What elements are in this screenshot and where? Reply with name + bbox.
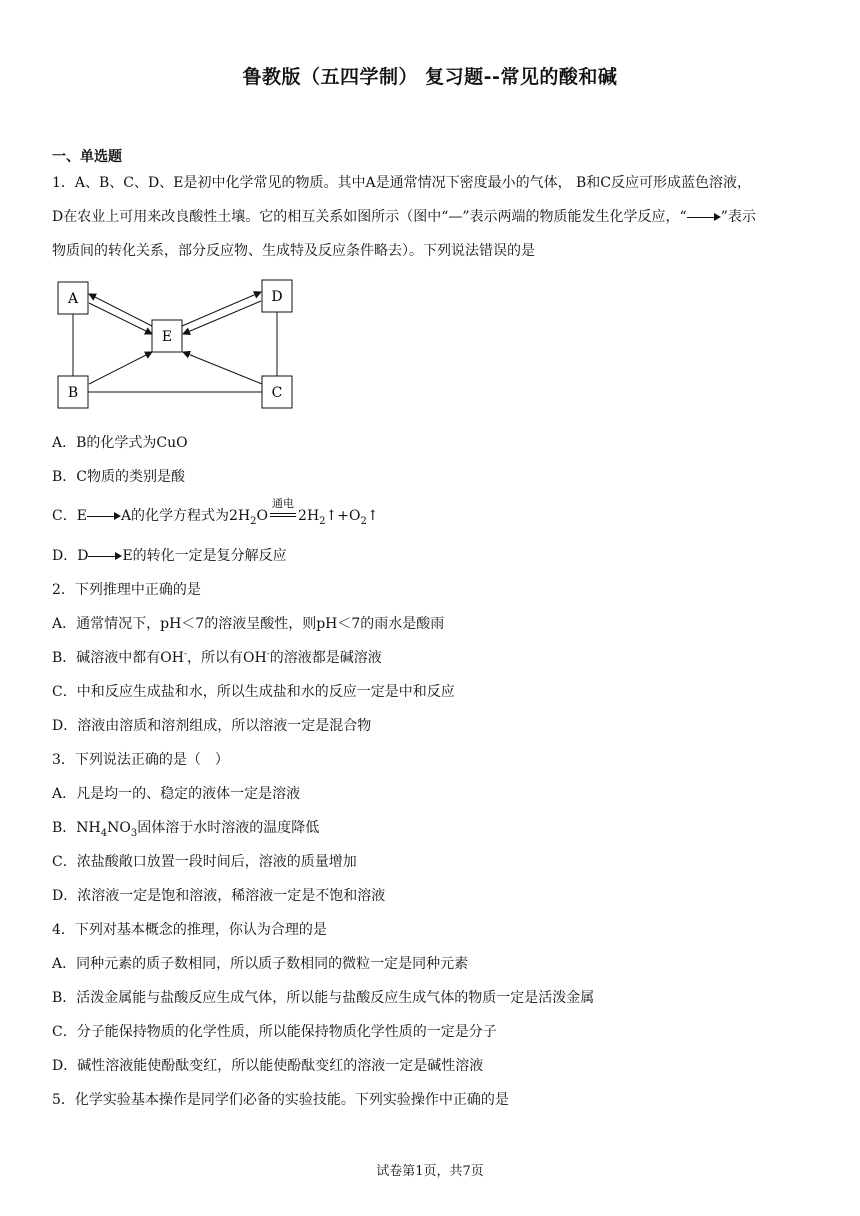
- arrow-e-to-a: [89, 294, 152, 326]
- q1-stem-line3: 物质间的转化关系，部分反应物、生成特及反应条件略去）。下列说法错误的是: [52, 243, 535, 259]
- node-e-label: E: [161, 329, 173, 345]
- q2-stem: 2．下列推理中正确的是: [52, 582, 201, 598]
- reaction-condition-sign: 通电: [268, 509, 298, 523]
- q3-option-a: A．凡是均一的、稳定的液体一定是溶液: [52, 786, 301, 802]
- q4-option-a: A．同种元素的质子数相同，所以质子数相同的微粒一定是同种元素: [52, 956, 469, 972]
- arrow-c-to-e: [183, 352, 262, 384]
- q1-stem-line2: D在农业上可用来改良酸性土壤。它的相互关系如图所示（图中“—”表示两端的物质能发生化学反应，“ ”表示: [52, 209, 756, 225]
- q4-stem: 4．下列对基本概念的推理，你认为合理的是: [52, 922, 327, 938]
- arrow-b-to-e: [89, 352, 152, 384]
- node-a-label: A: [67, 291, 79, 307]
- node-d-label: D: [271, 289, 283, 305]
- section-heading: 一、单选题: [52, 149, 122, 165]
- relation-diagram: [52, 276, 302, 416]
- node-b-label: B: [67, 385, 79, 401]
- q1-stem-line1: 1．A、B、C、D、E是初中化学常见的物质。其中A是通常情况下密度最小的气体， B和C反应可形成蓝色溶液，: [52, 175, 752, 191]
- transform-arrow-icon: [88, 551, 122, 561]
- arrow-d-to-e: [183, 301, 261, 334]
- q2-option-d: D．溶液由溶质和溶剂组成，所以溶液一定是混合物: [52, 718, 372, 734]
- q4-option-c: C．分子能保持物质的化学性质，所以能保持物质化学性质的一定是分子: [52, 1024, 497, 1040]
- q3-stem: 3．下列说法正确的是（ ）: [52, 752, 229, 768]
- q3-option-d: D．浓溶液一定是饱和溶液，稀溶液一定是不饱和溶液: [52, 888, 386, 904]
- node-c-label: C: [271, 385, 283, 401]
- q1-option-c: C．E A的化学方程式为$2H_2O$ 通电 $2H_2↑+O_2↑$: [52, 497, 379, 527]
- q2-option-c: C．中和反应生成盐和水，所以生成盐和水的反应一定是中和反应: [52, 684, 455, 700]
- q1-option-a: A．B的化学式为CuO: [52, 435, 188, 451]
- page-title: 鲁教版（五四学制） 复习题--常见的酸和碱: [242, 66, 618, 88]
- arrow-a-to-e: [89, 303, 152, 334]
- q2-option-a: A．通常情况下，pH＜7的溶液呈酸性，则pH＜7的雨水是酸雨: [52, 616, 445, 632]
- q1-option-d: D．D E的转化一定是复分解反应: [52, 548, 287, 564]
- q4-option-d: D．碱性溶液能使酚酞变红，所以能使酚酞变红的溶液一定是碱性溶液: [52, 1058, 484, 1074]
- page-footer: 试卷第1页，共7页: [376, 1164, 484, 1179]
- arrow-e-to-d: [182, 292, 261, 326]
- transform-arrow-icon: [687, 212, 721, 222]
- transform-arrow-icon: [87, 511, 121, 521]
- q1-option-b: B．C物质的类别是酸: [52, 469, 185, 485]
- q3-option-b: B．$NH_4NO_3$固体溶于水时溶液的温度降低: [52, 820, 320, 839]
- q3-option-c: C．浓盐酸敞口放置一段时间后，溶液的质量增加: [52, 854, 357, 870]
- q4-option-b: B．活泼金属能与盐酸反应生成气体，所以能与盐酸反应生成气体的物质一定是活泼金属: [52, 990, 595, 1006]
- q2-option-b: B．碱溶液中都有OH-，所以有OH-的溶液都是碱溶液: [52, 649, 382, 666]
- q5-stem: 5．化学实验基本操作是同学们必备的实验技能。下列实验操作中正确的是: [52, 1092, 509, 1108]
